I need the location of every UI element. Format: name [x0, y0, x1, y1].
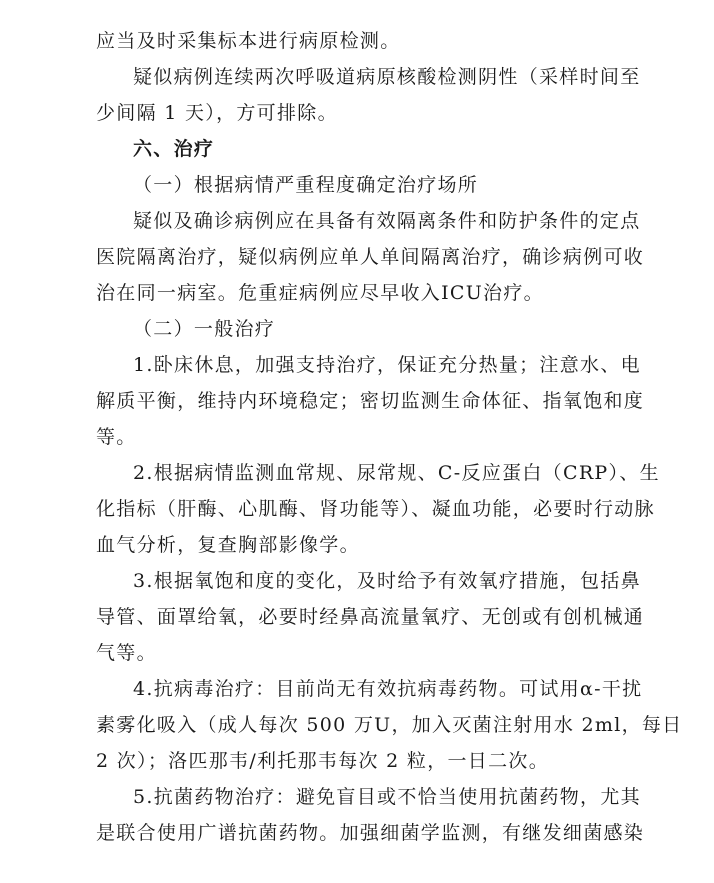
text-line-10: 1.卧床休息，加强支持治疗，保证充分热量；注意水、电 [133, 354, 641, 376]
text-line-12: 等。 [96, 426, 137, 448]
text-line-20: 素雾化吸入（成人每次 500 万U，加入灭菌注射用水 2ml，每日 [96, 714, 683, 736]
section-heading-treatment: 六、治疗 [133, 138, 215, 160]
text-line-15: 血气分析，复查胸部影像学。 [96, 534, 360, 556]
text-line-2: 疑似病例连续两次呼吸道病原核酸检测阴性（采样时间至 [133, 66, 641, 88]
text-line-7: 医院隔离治疗，疑似病例应单人单间隔离治疗，确诊病例可收 [96, 246, 645, 268]
text-line-21: 2 次）；洛匹那韦/利托那韦每次 2 粒，一日二次。 [96, 750, 549, 772]
text-line-16: 3.根据氧饱和度的变化，及时给予有效氧疗措施，包括鼻 [133, 570, 641, 592]
text-line-6: 疑似及确诊病例应在具备有效隔离条件和防护条件的定点 [133, 210, 641, 232]
text-line-18: 气等。 [96, 642, 157, 664]
text-line-19: 4.抗病毒治疗：目前尚无有效抗病毒药物。可试用α-干扰 [133, 678, 643, 700]
text-line-14: 化指标（肝酶、心肌酶、肾功能等）、凝血功能，必要时行动脉 [96, 498, 655, 520]
text-line-1: 应当及时采集标本进行病原检测。 [96, 30, 401, 52]
text-line-22: 5.抗菌药物治疗：避免盲目或不恰当使用抗菌药物，尤其 [133, 786, 641, 808]
text-line-13: 2.根据病情监测血常规、尿常规、C-反应蛋白（CRP）、生 [133, 462, 660, 484]
text-line-23: 是联合使用广谱抗菌药物。加强细菌学监测，有继发细菌感染 [96, 822, 645, 844]
subsection-heading-1: （一）根据病情严重程度确定治疗场所 [133, 174, 479, 196]
subsection-heading-2: （二）一般治疗 [133, 318, 276, 340]
text-line-17: 导管、面罩给氧，必要时经鼻高流量氧疗、无创或有创机械通 [96, 606, 645, 628]
text-line-8: 治在同一病室。危重症病例应尽早收入ICU治疗。 [96, 282, 544, 304]
text-line-3: 少间隔 1 天），方可排除。 [96, 102, 338, 124]
text-line-11: 解质平衡，维持内环境稳定；密切监测生命体征、指氧饱和度 [96, 390, 645, 412]
